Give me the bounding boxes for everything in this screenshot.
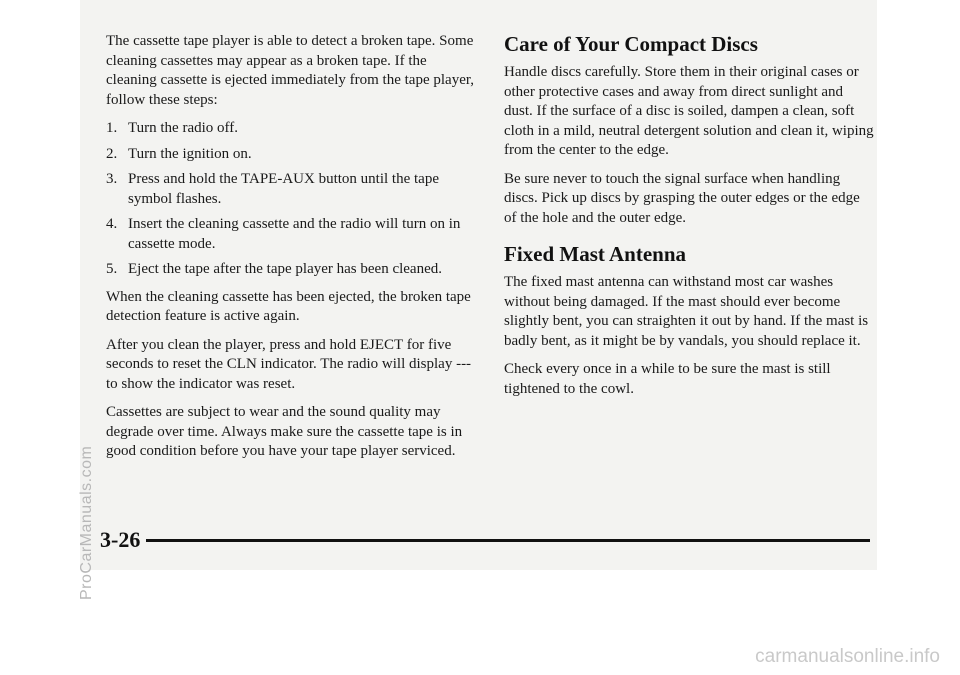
- step-item: [106, 260, 476, 280]
- step-item: [106, 119, 476, 139]
- right-column: [504, 32, 874, 408]
- step-item: [106, 145, 476, 165]
- step-text: Turn the radio off.: [128, 120, 238, 136]
- bottom-watermark: carmanualsonline.info: [755, 646, 940, 667]
- antenna-paragraph-2: Check every once in a while to be sure the mast is still tightened to the cowl.: [504, 361, 831, 397]
- step-text: Turn the ignition on.: [128, 145, 252, 162]
- side-watermark: ProCarManuals.com: [78, 445, 95, 600]
- cassette-intro-paragraph: The cassette tape player is able to detect a broken tape. Some cleaning cassettes may appear as a broken tape. If the cleaning cassette is ejected immediately from the tape player, follow these steps:: [106, 33, 474, 108]
- step-text: Insert the cleaning cassette and the radio will turn on in cassette mode.: [128, 216, 461, 252]
- footer-rule: [146, 539, 870, 542]
- antenna-heading: Fixed Mast Antenna: [504, 242, 687, 266]
- step-text: Eject the tape after the tape player has been cleaned.: [128, 261, 442, 277]
- page-number: 3-26: [100, 527, 141, 552]
- step-number: 4.: [106, 216, 118, 232]
- step-text: Press and hold the TAPE-AUX button until the tape symbol flashes.: [128, 171, 439, 207]
- compact-discs-heading: Care of Your Compact Discs: [504, 32, 758, 56]
- step-item: [106, 170, 476, 209]
- reset-paragraph: After you clean the player, press and hold EJECT for five seconds to reset the CLN indicator. The radio will display --- to show the indicator was reset.: [106, 336, 472, 392]
- wear-paragraph: Cassettes are subject to wear and the sound quality may degrade over time. Always make sure the cassette tape is in good condition before you have your tape player serviced.: [106, 404, 463, 459]
- cleaning-steps-list: [106, 119, 476, 280]
- step-number: 1.: [106, 120, 118, 136]
- left-column: [106, 32, 476, 471]
- discs-paragraph-1: Handle discs carefully. Store them in their original cases or other protective cases and away from direct sunlight and dust. If the surface of a disc is soiled, dampen a clean, soft cloth in a mild, neutral detergent solution and clean it, wiping from the center to the edge.: [504, 64, 874, 158]
- step-item: [106, 215, 476, 254]
- step-number: 5.: [106, 261, 118, 277]
- discs-paragraph-2: Be sure never to touch the signal surface when handling discs. Pick up discs by grasping the outer edges or the edge of the hole and the outer edge.: [504, 170, 860, 226]
- page-footer: [100, 528, 870, 552]
- step-number: 3.: [106, 171, 118, 187]
- antenna-paragraph-1: The fixed mast antenna can withstand most car washes without being damaged. If the mast should ever become slightly bent, you can straighten it out by hand. If the mast is badly bent, as it might be by vandals, you should replace it.: [504, 274, 869, 349]
- ejected-paragraph: When the cleaning cassette has been ejected, the broken tape detection feature is active again.: [106, 288, 471, 324]
- step-number: 2.: [106, 145, 118, 162]
